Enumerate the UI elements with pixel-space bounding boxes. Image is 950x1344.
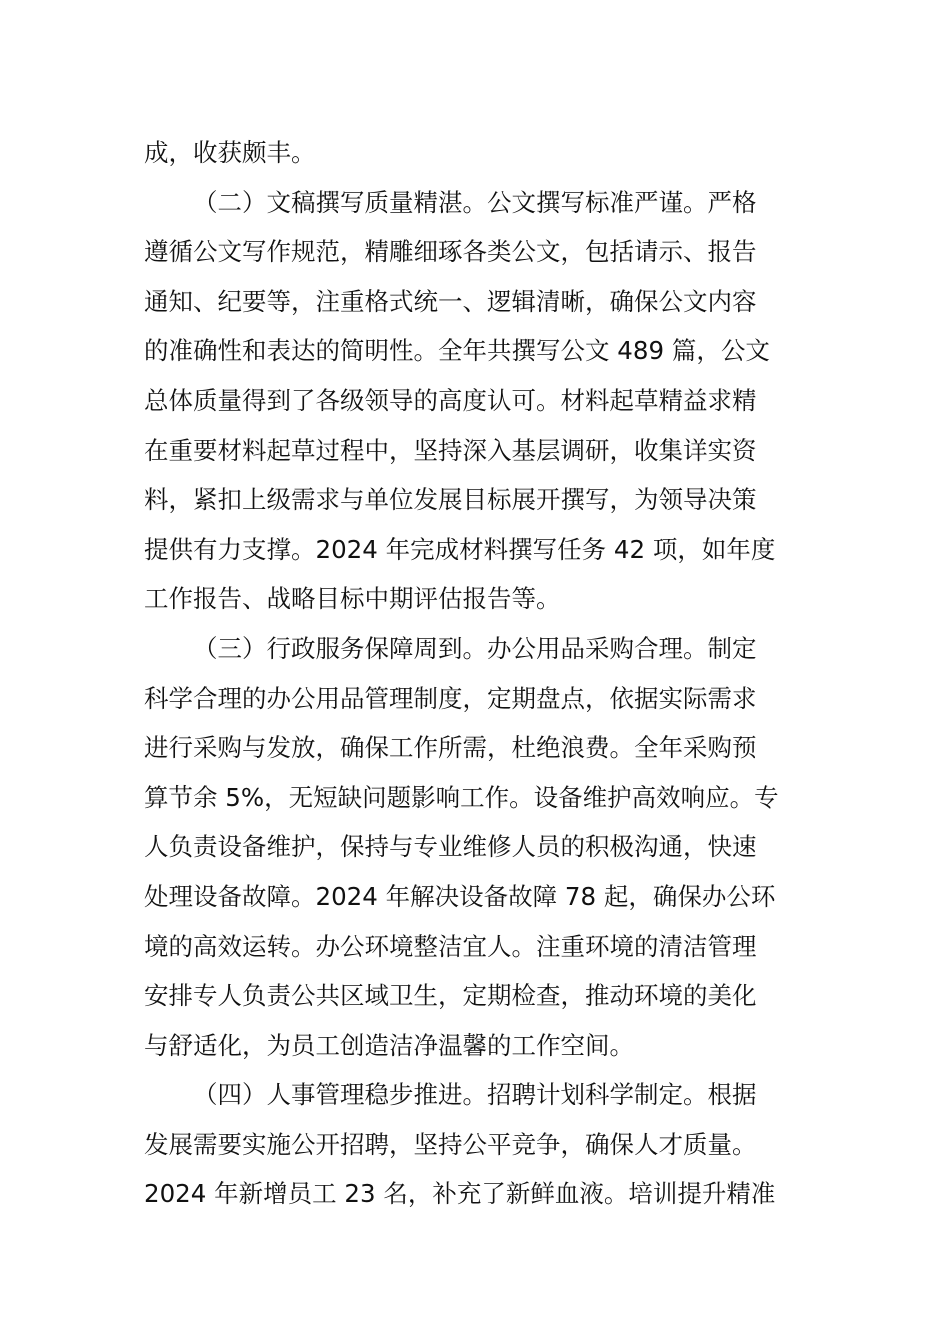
text-line: 安排专人负责公共区域卫生，定期检查，推动环境的美化 — [144, 981, 757, 1011]
section-heading-line: （二）文稿撰写质量精湛。公文撰写标准严谨。严格 — [193, 187, 757, 217]
text-line: 遵循公文写作规范，精雕细琢各类公文，包括请示、报告 — [144, 237, 757, 267]
text-line: 境的高效运转。办公环境整洁宜人。注重环境的清洁管理 — [144, 931, 757, 961]
text-line: 发展需要实施公开招聘，坚持公平竞争，确保人才质量。 — [144, 1129, 757, 1159]
text-line: 人负责设备维护，保持与专业维修人员的积极沟通，快速 — [144, 832, 757, 862]
text-line: 2024 年新增员工 23 名，补充了新鲜血液。培训提升精准 — [144, 1179, 776, 1209]
section-heading-line: （四）人事管理稳步推进。招聘计划科学制定。根据 — [193, 1080, 757, 1110]
text-line: 与舒适化，为员工创造洁净温馨的工作空间。 — [144, 1030, 634, 1060]
section-heading-line: （三）行政服务保障周到。办公用品采购合理。制定 — [193, 633, 757, 663]
text-line: 算节余 5%，无短缺问题影响工作。设备维护高效响应。专 — [144, 782, 779, 812]
text-line: 的准确性和表达的简明性。全年共撰写公文 489 篇，公文 — [144, 336, 770, 366]
text-line: 料，紧扣上级需求与单位发展目标展开撰写，为领导决策 — [144, 485, 757, 515]
text-line: 提供有力支撑。2024 年完成材料撰写任务 42 项，如年度 — [144, 534, 776, 564]
text-line: 进行采购与发放，确保工作所需，杜绝浪费。全年采购预 — [144, 733, 757, 763]
text-line: 处理设备故障。2024 年解决设备故障 78 起，确保办公环 — [144, 881, 776, 911]
text-line: 科学合理的办公用品管理制度，定期盘点，依据实际需求 — [144, 683, 757, 713]
text-line: 总体质量得到了各级领导的高度认可。材料起草精益求精 — [144, 385, 757, 415]
text-line: 在重要材料起草过程中，坚持深入基层调研，收集详实资 — [144, 435, 757, 465]
document-body — [144, 128, 816, 1219]
text-line: 通知、纪要等，注重格式统一、逻辑清晰，确保公文内容 — [144, 286, 757, 316]
text-line: 工作报告、战略目标中期评估报告等。 — [144, 584, 561, 614]
text-line: 成，收获颇丰。 — [144, 138, 316, 167]
